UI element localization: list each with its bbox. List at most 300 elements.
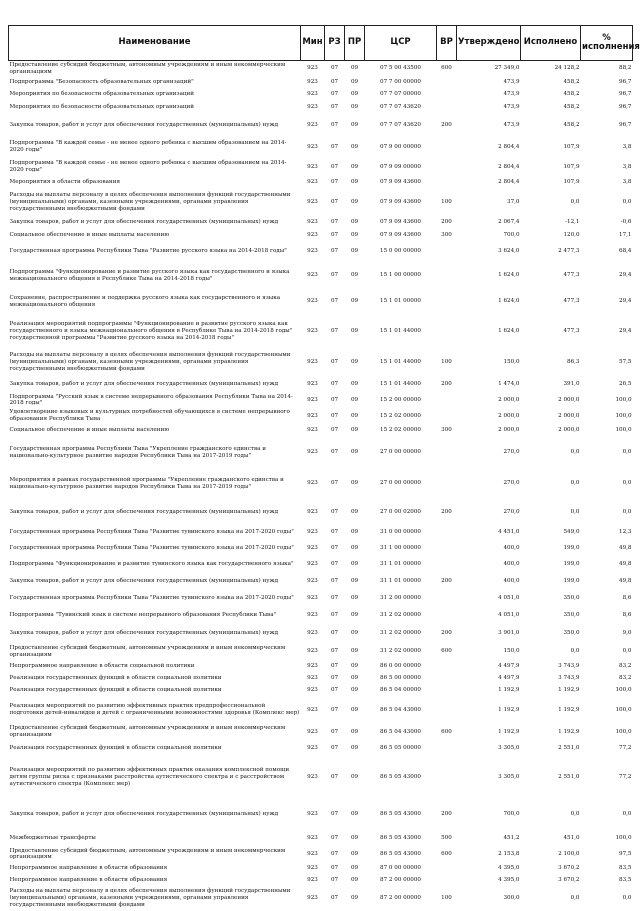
table-row: [9, 830, 633, 847]
row-vr: 300: [437, 229, 457, 242]
row-min: 923: [301, 101, 325, 114]
row-pr: 09: [345, 242, 365, 262]
row-vr: [437, 158, 457, 177]
row-min: 923: [301, 830, 325, 847]
row-vr: [437, 673, 457, 685]
row-rz: 07: [325, 624, 345, 644]
row-name: Закупка товаров, работ и услуг для обеспечения государственных (муниципальных) нужд: [9, 500, 301, 525]
row-percent: 100,0: [581, 393, 633, 409]
row-percent: 97,5: [581, 847, 633, 863]
row-csr: 15 1 01 44000: [365, 349, 437, 377]
row-executed: 107,9: [521, 177, 581, 189]
row-approved: 1 624,0: [457, 290, 521, 314]
row-vr: [437, 685, 457, 697]
table-row: [9, 114, 633, 137]
row-executed: -12,1: [521, 216, 581, 229]
row-pr: 09: [345, 660, 365, 673]
row-pr: 09: [345, 424, 365, 438]
row-pr: 09: [345, 697, 365, 724]
row-approved: 270,0: [457, 438, 521, 468]
row-approved: 270,0: [457, 500, 521, 525]
row-percent: 83,2: [581, 660, 633, 673]
row-vr: [437, 242, 457, 262]
row-pr: 09: [345, 89, 365, 101]
row-percent: 26,5: [581, 377, 633, 393]
row-pr: 09: [345, 438, 365, 468]
row-min: 923: [301, 591, 325, 607]
row-rz: 07: [325, 660, 345, 673]
row-name: Предоставление субсидий бюджетным, автономным учреждениям и иным некоммерческим организациям: [9, 61, 301, 77]
row-name: Подпрограмма "В каждой семье - не менее одного ребенка с высшим образованием на 2014-2020 годы": [9, 158, 301, 177]
row-approved: 400,0: [457, 557, 521, 572]
row-csr: 31 2 00 00000: [365, 591, 437, 607]
row-percent: 12,3: [581, 525, 633, 541]
row-pr: 09: [345, 591, 365, 607]
row-rz: 07: [325, 557, 345, 572]
row-percent: 96,7: [581, 89, 633, 101]
row-rz: 07: [325, 525, 345, 541]
row-executed: 477,3: [521, 262, 581, 290]
row-name: Расходы на выплаты персоналу в целях обеспечения выполнения функций государственными (муниципальными) органами, казенными учреждениями, органами управления государственными внебюджетными фондами: [9, 189, 301, 216]
row-csr: 07 7 07 43620: [365, 101, 437, 114]
row-vr: [437, 438, 457, 468]
row-min: 923: [301, 607, 325, 624]
row-approved: 2 000,0: [457, 424, 521, 438]
table-row: [9, 607, 633, 624]
row-approved: 3 305,0: [457, 756, 521, 800]
row-vr: [437, 290, 457, 314]
row-csr: 31 1 01 00000: [365, 557, 437, 572]
row-pr: 09: [345, 500, 365, 525]
row-executed: 549,0: [521, 525, 581, 541]
row-name: Непрограммное направление в области образования: [9, 874, 301, 886]
row-name: Подпрограмма "Тувинский язык в системе непрерывного образования Республики Тыва": [9, 607, 301, 624]
row-name: Подпрограмма "Функционирование и развитие русского языка как государственного и языка межнационального общения в Республике Тыва на 2014-2018 годы": [9, 262, 301, 290]
row-min: 923: [301, 874, 325, 886]
header-min: Мин: [301, 26, 325, 61]
row-pr: 09: [345, 101, 365, 114]
header-rz: РЗ: [325, 26, 345, 61]
row-executed: 458,2: [521, 89, 581, 101]
row-min: 923: [301, 349, 325, 377]
row-pr: 09: [345, 800, 365, 830]
row-vr: [437, 177, 457, 189]
row-approved: 4 451,0: [457, 525, 521, 541]
row-min: 923: [301, 438, 325, 468]
table-row: [9, 314, 633, 349]
table-row: [9, 673, 633, 685]
row-pr: 09: [345, 673, 365, 685]
row-executed: 3 670,2: [521, 862, 581, 874]
row-approved: 473,9: [457, 89, 521, 101]
row-vr: [437, 607, 457, 624]
row-percent: 29,4: [581, 262, 633, 290]
row-percent: 0,0: [581, 886, 633, 911]
row-rz: 07: [325, 101, 345, 114]
row-pr: 09: [345, 177, 365, 189]
row-percent: 0,0: [581, 438, 633, 468]
row-approved: 473,9: [457, 101, 521, 114]
row-approved: 2 000,0: [457, 408, 521, 424]
row-name: Социальное обеспечение и иные выплаты населению: [9, 229, 301, 242]
row-approved: 1 192,9: [457, 685, 521, 697]
row-pr: 09: [345, 525, 365, 541]
row-rz: 07: [325, 77, 345, 89]
row-rz: 07: [325, 177, 345, 189]
row-vr: [437, 557, 457, 572]
row-approved: 1 474,0: [457, 377, 521, 393]
row-executed: 0,0: [521, 644, 581, 660]
row-vr: [437, 77, 457, 89]
row-min: 923: [301, 673, 325, 685]
row-rz: 07: [325, 741, 345, 756]
row-rz: 07: [325, 216, 345, 229]
row-pr: 09: [345, 114, 365, 137]
row-executed: 0,0: [521, 800, 581, 830]
table-row: [9, 393, 633, 409]
row-csr: 15 0 00 00000: [365, 242, 437, 262]
row-executed: 350,0: [521, 607, 581, 624]
row-csr: 07 9 09 43600: [365, 216, 437, 229]
row-executed: 199,0: [521, 541, 581, 557]
row-vr: 600: [437, 847, 457, 863]
row-rz: 07: [325, 591, 345, 607]
header-approved: Утверждено: [457, 26, 521, 61]
row-csr: 15 1 01 44000: [365, 377, 437, 393]
row-vr: [437, 660, 457, 673]
table-row: [9, 242, 633, 262]
row-vr: [437, 862, 457, 874]
row-vr: [437, 314, 457, 349]
row-percent: 96,7: [581, 77, 633, 89]
row-vr: [437, 468, 457, 500]
row-min: 923: [301, 697, 325, 724]
table-row: [9, 377, 633, 393]
row-percent: 49,8: [581, 557, 633, 572]
row-percent: 0,0: [581, 468, 633, 500]
row-rz: 07: [325, 644, 345, 660]
row-csr: 31 2 02 00000: [365, 624, 437, 644]
row-approved: 700,0: [457, 229, 521, 242]
row-min: 923: [301, 685, 325, 697]
row-vr: [437, 591, 457, 607]
row-min: 923: [301, 137, 325, 158]
row-percent: 3,8: [581, 177, 633, 189]
row-csr: 31 1 00 00000: [365, 541, 437, 557]
row-percent: 17,1: [581, 229, 633, 242]
row-name: Расходы на выплаты персоналу в целях обеспечения выполнения функций государственными (муниципальными) органами, казенными учреждениями, органами управления государственными внебюджетными фондами: [9, 349, 301, 377]
row-executed: 199,0: [521, 557, 581, 572]
row-pr: 09: [345, 756, 365, 800]
table-row: [9, 685, 633, 697]
row-name: Предоставление субсидий бюджетным, автономным учреждениям и иным некоммерческим организациям: [9, 724, 301, 741]
row-vr: 200: [437, 114, 457, 137]
row-vr: 200: [437, 572, 457, 591]
row-pr: 09: [345, 830, 365, 847]
row-vr: 200: [437, 377, 457, 393]
table-row: [9, 438, 633, 468]
row-pr: 09: [345, 229, 365, 242]
row-executed: 3 670,2: [521, 874, 581, 886]
row-csr: 07 9 09 00000: [365, 158, 437, 177]
row-rz: 07: [325, 377, 345, 393]
row-vr: 100: [437, 349, 457, 377]
table-row: [9, 468, 633, 500]
row-name: Подпрограмма "Безопасность образовательных организаций": [9, 77, 301, 89]
row-approved: 1 624,0: [457, 314, 521, 349]
row-csr: 31 0 00 00000: [365, 525, 437, 541]
header-pr: ПР: [345, 26, 365, 61]
row-min: 923: [301, 886, 325, 911]
table-row: [9, 572, 633, 591]
row-percent: 3,8: [581, 137, 633, 158]
row-min: 923: [301, 724, 325, 741]
row-name: Закупка товаров, работ и услуг для обеспечения государственных (муниципальных) нужд: [9, 216, 301, 229]
row-approved: 4 051,0: [457, 607, 521, 624]
row-vr: 100: [437, 886, 457, 911]
row-percent: 100,0: [581, 697, 633, 724]
row-min: 923: [301, 800, 325, 830]
row-min: 923: [301, 229, 325, 242]
row-csr: 31 1 01 00000: [365, 572, 437, 591]
row-csr: 27 0 00 00000: [365, 468, 437, 500]
row-approved: 3 901,0: [457, 624, 521, 644]
row-approved: 150,0: [457, 349, 521, 377]
row-percent: 77,2: [581, 756, 633, 800]
row-executed: 458,2: [521, 114, 581, 137]
row-approved: 2 000,0: [457, 393, 521, 409]
row-approved: 473,9: [457, 114, 521, 137]
table-row: [9, 847, 633, 863]
row-pr: 09: [345, 741, 365, 756]
table-row: [9, 756, 633, 800]
row-executed: 2 551,0: [521, 741, 581, 756]
table-row: [9, 77, 633, 89]
row-percent: 96,7: [581, 101, 633, 114]
row-rz: 07: [325, 607, 345, 624]
table-row: [9, 660, 633, 673]
row-pr: 09: [345, 886, 365, 911]
row-executed: 350,0: [521, 624, 581, 644]
row-name: Закупка товаров, работ и услуг для обеспечения государственных (муниципальных) нужд: [9, 114, 301, 137]
row-rz: 07: [325, 697, 345, 724]
row-executed: 0,0: [521, 500, 581, 525]
row-min: 923: [301, 862, 325, 874]
row-vr: 200: [437, 500, 457, 525]
table-row: [9, 177, 633, 189]
row-percent: 96,7: [581, 114, 633, 137]
row-rz: 07: [325, 468, 345, 500]
row-name: Подпрограмма "Русский язык в системе непрерывного образования Республики Тыва на 2014-2018 годы": [9, 393, 301, 409]
row-pr: 09: [345, 468, 365, 500]
row-name: Мероприятия в области образования: [9, 177, 301, 189]
header-executed: Исполнено: [521, 26, 581, 61]
row-name: Закупка товаров, работ и услуг для обеспечения государственных (муниципальных) нужд: [9, 800, 301, 830]
row-percent: 57,5: [581, 349, 633, 377]
row-rz: 07: [325, 89, 345, 101]
row-percent: 88,2: [581, 61, 633, 77]
row-name: Закупка товаров, работ и услуг для обеспечения государственных (муниципальных) нужд: [9, 624, 301, 644]
row-min: 923: [301, 500, 325, 525]
row-rz: 07: [325, 886, 345, 911]
row-pr: 09: [345, 847, 365, 863]
row-min: 923: [301, 89, 325, 101]
row-rz: 07: [325, 349, 345, 377]
row-name: Государственная программа Республики Тыва "Развитие тувинского языка на 2017-2020 годы": [9, 525, 301, 541]
table-row: [9, 557, 633, 572]
row-approved: 2 153,8: [457, 847, 521, 863]
row-approved: 3 624,0: [457, 242, 521, 262]
row-percent: 83,5: [581, 874, 633, 886]
row-vr: 300: [437, 424, 457, 438]
row-rz: 07: [325, 685, 345, 697]
row-executed: 391,0: [521, 377, 581, 393]
row-vr: 200: [437, 216, 457, 229]
row-rz: 07: [325, 290, 345, 314]
row-rz: 07: [325, 800, 345, 830]
row-approved: 1 192,9: [457, 724, 521, 741]
row-min: 923: [301, 290, 325, 314]
row-csr: 86 5 05 43000: [365, 847, 437, 863]
row-min: 923: [301, 424, 325, 438]
row-vr: 600: [437, 724, 457, 741]
row-csr: 86 5 04 43000: [365, 724, 437, 741]
row-pr: 09: [345, 377, 365, 393]
row-executed: 350,0: [521, 591, 581, 607]
row-executed: 0,0: [521, 468, 581, 500]
row-csr: 86 5 05 43000: [365, 830, 437, 847]
row-csr: 15 2 00 00000: [365, 393, 437, 409]
row-percent: 49,8: [581, 541, 633, 557]
row-percent: 9,0: [581, 624, 633, 644]
row-name: Государственная программа Республики Тыва "Развитие русского языка на 2014-2018 годы": [9, 242, 301, 262]
row-name: Закупка товаров, работ и услуг для обеспечения государственных (муниципальных) нужд: [9, 572, 301, 591]
row-name: Межбюджетные трансферты: [9, 830, 301, 847]
row-pr: 09: [345, 290, 365, 314]
row-approved: 2 804,4: [457, 137, 521, 158]
row-vr: [437, 101, 457, 114]
row-min: 923: [301, 624, 325, 644]
row-percent: 68,4: [581, 242, 633, 262]
row-vr: [437, 697, 457, 724]
row-min: 923: [301, 61, 325, 77]
row-name: Предоставление субсидий бюджетным, автономным учреждениям и иным некоммерческим организациям: [9, 847, 301, 863]
row-csr: 86 5 05 43000: [365, 756, 437, 800]
row-csr: 86 5 05 43000: [365, 800, 437, 830]
row-csr: 87 0 00 00000: [365, 862, 437, 874]
table-row: [9, 800, 633, 830]
row-name: Расходы на выплаты персоналу в целях обеспечения выполнения функций государственными (муниципальными) органами, казенными учреждениями, органами управления государственными внебюджетными фондами: [9, 886, 301, 911]
row-percent: 100,0: [581, 724, 633, 741]
row-pr: 09: [345, 158, 365, 177]
row-min: 923: [301, 408, 325, 424]
row-csr: 31 2 02 00000: [365, 607, 437, 624]
row-csr: 87 2 00 00000: [365, 874, 437, 886]
table-row: [9, 216, 633, 229]
table-row: [9, 724, 633, 741]
row-vr: [437, 874, 457, 886]
row-rz: 07: [325, 393, 345, 409]
row-percent: 100,0: [581, 424, 633, 438]
row-approved: 451,2: [457, 830, 521, 847]
row-rz: 07: [325, 408, 345, 424]
row-name: Непрограммное направление в области образования: [9, 862, 301, 874]
row-min: 923: [301, 262, 325, 290]
header-csr: ЦСР: [365, 26, 437, 61]
row-percent: 8,6: [581, 591, 633, 607]
row-vr: 100: [437, 189, 457, 216]
row-name: Мероприятия по безопасности образовательных организаций: [9, 101, 301, 114]
row-min: 923: [301, 660, 325, 673]
row-csr: 86 5 00 00000: [365, 673, 437, 685]
row-name: Государственная программа Республики Тыва "Развитие тувинского языка на 2017-2020 годы": [9, 591, 301, 607]
row-min: 923: [301, 377, 325, 393]
row-csr: 86 5 04 43000: [365, 697, 437, 724]
table-row: [9, 290, 633, 314]
row-approved: 400,0: [457, 572, 521, 591]
row-approved: 1 192,9: [457, 697, 521, 724]
table-row: [9, 349, 633, 377]
table-row: [9, 886, 633, 911]
row-name: Закупка товаров, работ и услуг для обеспечения государственных (муниципальных) нужд: [9, 377, 301, 393]
row-pr: 09: [345, 61, 365, 77]
table-row: [9, 262, 633, 290]
row-vr: [437, 756, 457, 800]
table-row: [9, 591, 633, 607]
row-rz: 07: [325, 847, 345, 863]
row-vr: [437, 541, 457, 557]
row-executed: 458,2: [521, 77, 581, 89]
row-rz: 07: [325, 830, 345, 847]
row-csr: 15 1 01 44000: [365, 314, 437, 349]
row-csr: 27 0 00 00000: [365, 438, 437, 468]
table-row: [9, 644, 633, 660]
row-percent: 29,4: [581, 290, 633, 314]
row-percent: 83,5: [581, 862, 633, 874]
row-executed: 107,9: [521, 158, 581, 177]
row-csr: 86 5 05 00000: [365, 741, 437, 756]
row-executed: 451,0: [521, 830, 581, 847]
row-percent: 0,0: [581, 644, 633, 660]
row-min: 923: [301, 242, 325, 262]
row-executed: 1 192,9: [521, 685, 581, 697]
row-rz: 07: [325, 114, 345, 137]
row-min: 923: [301, 189, 325, 216]
row-percent: 49,8: [581, 572, 633, 591]
row-pr: 09: [345, 314, 365, 349]
row-name: Реализация мероприятий по развитию эффективных практик предпрофессиональной подготовки детей-инвалидов и детей с ограниченными возможностями здоровья (Комплекс мер): [9, 697, 301, 724]
table-row: [9, 137, 633, 158]
row-approved: 700,0: [457, 800, 521, 830]
row-pr: 09: [345, 685, 365, 697]
row-executed: 3 743,9: [521, 673, 581, 685]
row-min: 923: [301, 541, 325, 557]
row-executed: 477,3: [521, 314, 581, 349]
row-min: 923: [301, 114, 325, 137]
row-approved: 1 624,0: [457, 262, 521, 290]
table-row: [9, 424, 633, 438]
row-csr: 15 2 02 00000: [365, 408, 437, 424]
row-rz: 07: [325, 500, 345, 525]
header-vr: ВР: [437, 26, 457, 61]
row-pr: 09: [345, 874, 365, 886]
row-name: Государственная программа Республики Тыва "Укрепление гражданского единства и национально-культурное развитие народов Республики Тыва на 2017-2019 годы": [9, 438, 301, 468]
row-min: 923: [301, 314, 325, 349]
table-row: [9, 101, 633, 114]
row-pr: 09: [345, 262, 365, 290]
row-name: Реализация мероприятий по развитию эффективных практик оказания комплексной помощи детям группы риска с признаками расстройства аутистического спектра и с расстройством аутистического спектра (Комплекс мер): [9, 756, 301, 800]
row-name: Мероприятия по безопасности образовательных организаций: [9, 89, 301, 101]
